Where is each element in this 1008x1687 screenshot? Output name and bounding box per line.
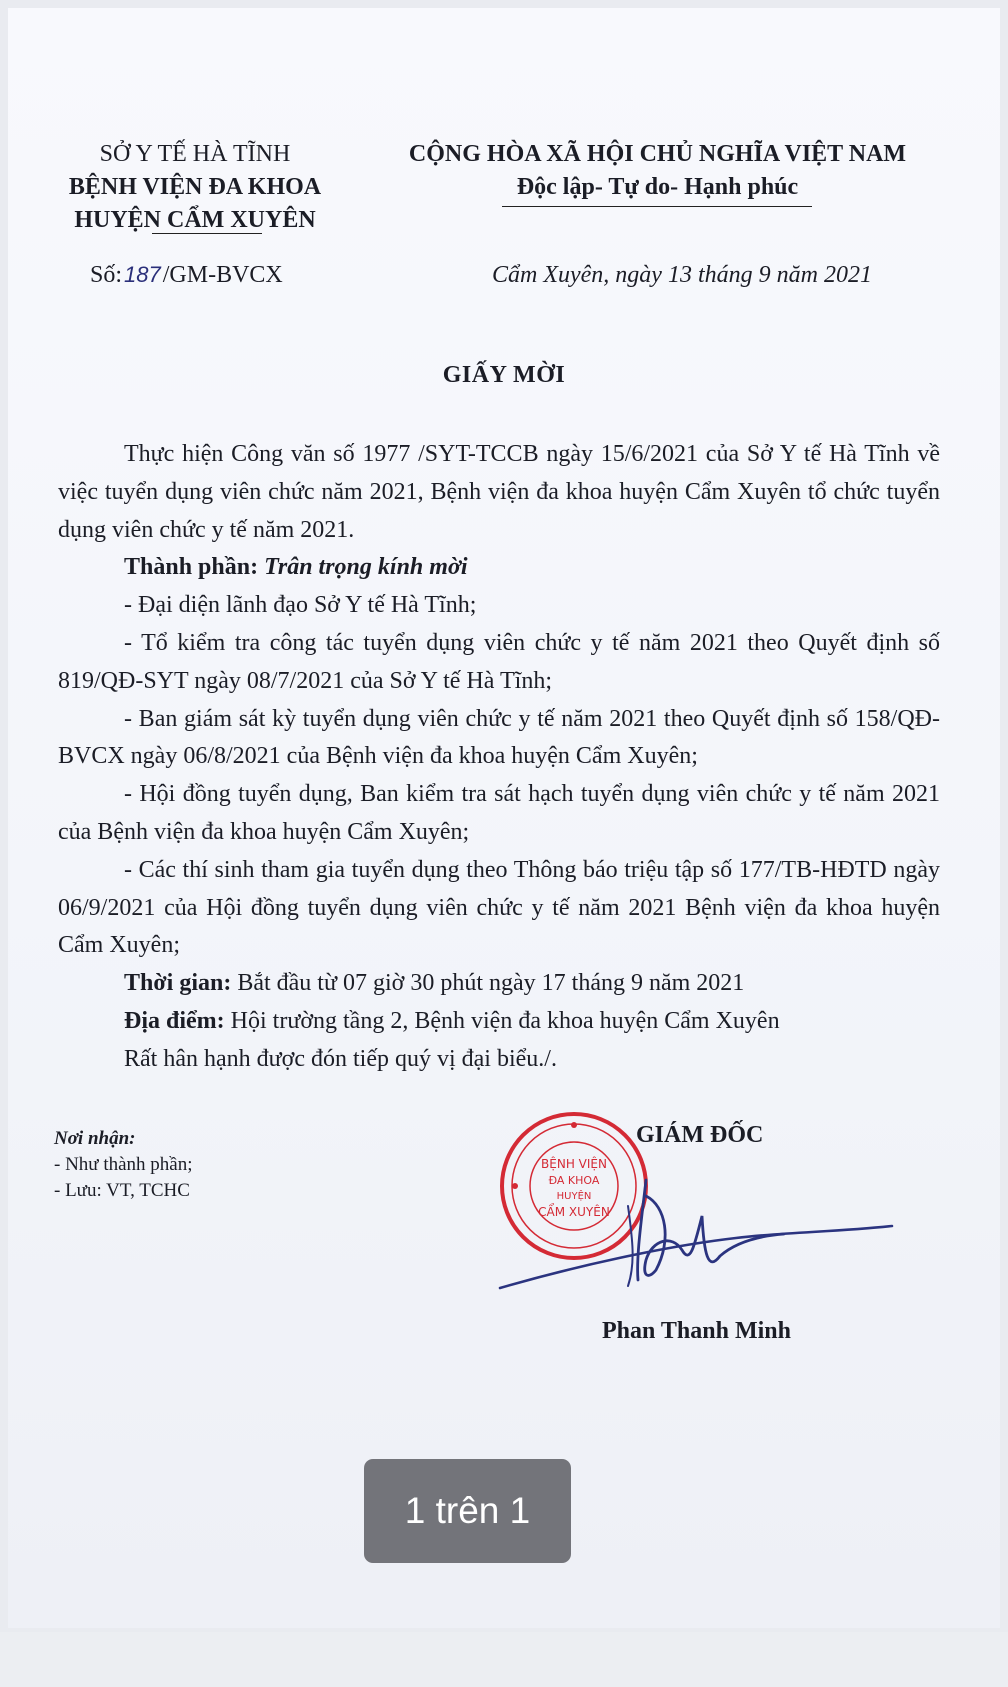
closing-line: Rất hân hạnh được đón tiếp quý vị đại biểu./. (124, 1045, 557, 1072)
place-line (58, 1003, 940, 1041)
national-motto: Độc lập- Tự do- Hạnh phúc (516, 174, 799, 200)
participant-item: - Đại diện lãnh đạo Sở Y tế Hà Tĩnh; (124, 592, 477, 619)
recipient-item: - Lưu: VT, TCHC (54, 1180, 190, 1201)
time-label: Thời gian: (124, 970, 232, 997)
seal-text-line2: ĐA KHOA (548, 1174, 600, 1187)
document-number-handwritten: 187 (124, 262, 161, 287)
issuer-parent-agency: SỞ Y TẾ HÀ TĨNH (99, 141, 291, 167)
time-value: Bắt đầu từ 07 giờ 30 phút ngày 17 tháng 9 năm 2021 (237, 970, 745, 997)
seal-text-line1: BỆNH VIỆN (541, 1157, 607, 1171)
participant-item: - Các thí sinh tham gia tuyển dụng theo Thông báo triệu tập số 177/TB-HĐTD ngày 06/9/2021 của Hội đồng tuyển dụng viên chức y tế năm 2021 Bệnh viện đa khoa huyện Cẩm Xuyên; (58, 856, 940, 959)
document-title: GIẤY MỜI (442, 362, 566, 388)
issuer-underline (152, 233, 262, 234)
document-number-prefix: Số: (90, 262, 123, 288)
signer-name: Phan Thanh Minh (602, 1318, 791, 1344)
handwritten-signature-icon (496, 1176, 896, 1298)
page-indicator-text: 1 trên 1 (404, 1490, 531, 1531)
recipients-heading: Nơi nhận: (54, 1128, 136, 1149)
recipients-block (54, 1126, 193, 1204)
seal-text-line3: HUYỆN (556, 1191, 592, 1202)
intro-paragraph: Thực hiện Công văn số 1977 /SYT-TCCB ngày 15/6/2021 của Sở Y tế Hà Tĩnh về việc tuyển dụng viên chức năm 2021, Bệnh viện đa khoa huyện Cẩm Xuyên tổ chức tuyển dụng viên chức y tế năm 2021. (58, 441, 940, 543)
issuer-name-line1: BỆNH VIỆN ĐA KHOA (68, 174, 322, 200)
recipient-item: - Như thành phần; (54, 1154, 193, 1175)
page-indicator-badge (364, 1459, 571, 1563)
signer-title: GIÁM ĐỐC (636, 1122, 764, 1148)
document-number-suffix: /GM-BVCX (162, 262, 283, 288)
document-body (58, 436, 940, 1079)
participants-line (58, 549, 940, 587)
seal-text-line4: CẨM XUYÊN (538, 1205, 610, 1219)
participant-item: - Ban giám sát kỳ tuyển dụng viên chức y tế năm 2021 theo Quyết định số 158/QĐ-BVCX ngày 06/8/2021 của Bệnh viện đa khoa huyện Cẩm Xuyên; (58, 705, 940, 770)
place-date: Cẩm Xuyên, ngày 13 tháng 9 năm 2021 (492, 262, 872, 288)
participant-item: - Tổ kiểm tra công tác tuyển dụng viên chức y tế năm 2021 theo Quyết định số 819/QĐ-SYT ngày 08/7/2021 của Sở Y tế Hà Tĩnh; (58, 629, 940, 694)
document-number (90, 262, 283, 289)
viewer-bottom-bar (0, 1632, 1008, 1687)
motto-underline (502, 206, 812, 207)
issuer-header (40, 138, 350, 237)
national-header (370, 138, 945, 204)
place-value: Hội trường tầng 2, Bệnh viện đa khoa huyện Cẩm Xuyên (230, 1007, 780, 1034)
issuer-name-line2: HUYỆN CẨM XUYÊN (74, 207, 316, 233)
participant-item: - Hội đồng tuyển dụng, Ban kiểm tra sát hạch tuyển dụng viên chức y tế năm 2021 của Bệnh viện đa khoa huyện Cẩm Xuyên; (58, 781, 940, 845)
time-line (58, 965, 940, 1003)
participants-value: Trân trọng kính mời (264, 554, 468, 581)
national-title: CỘNG HÒA XÃ HỘI CHỦ NGHĨA VIỆT NAM (408, 141, 907, 167)
participants-label: Thành phần: (124, 554, 259, 581)
place-label: Địa điểm: (124, 1007, 225, 1034)
